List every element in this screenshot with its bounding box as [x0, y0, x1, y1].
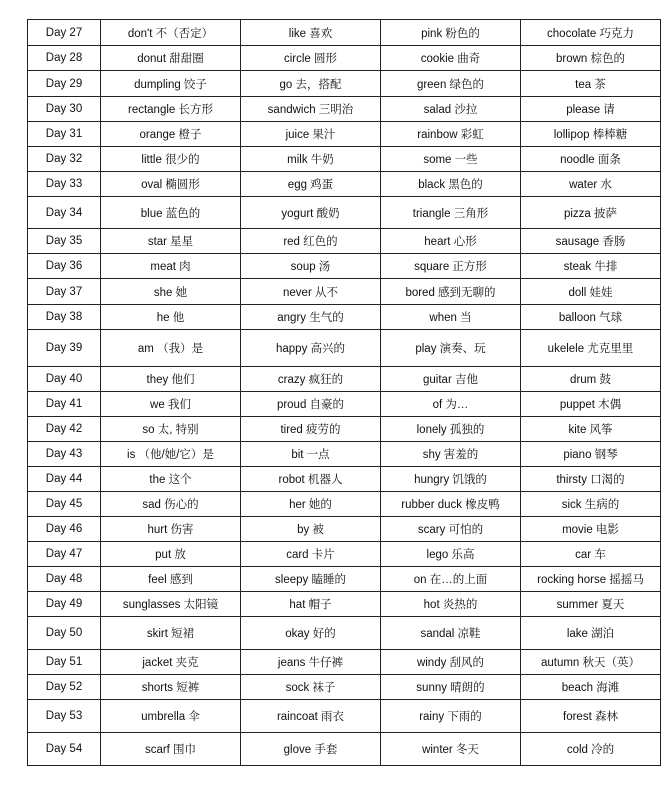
table-row — [28, 417, 661, 442]
day-cell: Day 32 — [28, 147, 101, 172]
table-row — [28, 675, 661, 700]
day-cell: Day 51 — [28, 650, 101, 675]
word-cell: glove 手套 — [241, 733, 381, 766]
word-cell: summer 夏天 — [521, 592, 661, 617]
table-row — [28, 279, 661, 305]
word-cell: please 请 — [521, 97, 661, 122]
word-cell: some 一些 — [381, 147, 521, 172]
word-cell: green 绿色的 — [381, 71, 521, 97]
day-cell: Day 27 — [28, 20, 101, 46]
table-row — [28, 650, 661, 675]
word-cell: sandwich 三明治 — [241, 97, 381, 122]
word-cell: heart 心形 — [381, 229, 521, 254]
word-cell: proud 自豪的 — [241, 392, 381, 417]
word-cell: little 很少的 — [101, 147, 241, 172]
table-row — [28, 229, 661, 254]
word-cell: sunny 晴朗的 — [381, 675, 521, 700]
table-row — [28, 467, 661, 492]
word-cell: juice 果汁 — [241, 122, 381, 147]
word-cell: robot 机器人 — [241, 467, 381, 492]
word-cell: bored 感到无聊的 — [381, 279, 521, 305]
word-cell: donut 甜甜圈 — [101, 46, 241, 71]
day-cell: Day 50 — [28, 617, 101, 650]
word-cell: shy 害羞的 — [381, 442, 521, 467]
word-cell: steak 牛排 — [521, 254, 661, 279]
day-cell: Day 53 — [28, 700, 101, 733]
word-cell: bit 一点 — [241, 442, 381, 467]
table-row — [28, 147, 661, 172]
day-cell: Day 33 — [28, 172, 101, 197]
word-cell: ukelele 尤克里里 — [521, 330, 661, 367]
day-cell: Day 37 — [28, 279, 101, 305]
word-cell: raincoat 雨衣 — [241, 700, 381, 733]
table-row — [28, 330, 661, 367]
word-cell: when 当 — [381, 305, 521, 330]
word-cell: square 正方形 — [381, 254, 521, 279]
word-cell: egg 鸡蛋 — [241, 172, 381, 197]
word-cell: blue 蓝色的 — [101, 197, 241, 229]
word-cell: put 放 — [101, 542, 241, 567]
word-cell: umbrella 伞 — [101, 700, 241, 733]
word-cell: brown 棕色的 — [521, 46, 661, 71]
word-cell: jacket 夹克 — [101, 650, 241, 675]
table-row — [28, 97, 661, 122]
word-cell: okay 好的 — [241, 617, 381, 650]
word-cell: card 卡片 — [241, 542, 381, 567]
word-cell: angry 生气的 — [241, 305, 381, 330]
word-cell: salad 沙拉 — [381, 97, 521, 122]
word-cell: kite 风筝 — [521, 417, 661, 442]
table-row — [28, 305, 661, 330]
word-cell: chocolate 巧克力 — [521, 20, 661, 46]
word-cell: star 星星 — [101, 229, 241, 254]
word-cell: scarf 围巾 — [101, 733, 241, 766]
word-cell: am （我）是 — [101, 330, 241, 367]
word-cell: by 被 — [241, 517, 381, 542]
word-cell: soup 汤 — [241, 254, 381, 279]
table-row — [28, 367, 661, 392]
word-cell: drum 鼓 — [521, 367, 661, 392]
word-cell: lake 湖泊 — [521, 617, 661, 650]
table-row — [28, 71, 661, 97]
day-cell: Day 54 — [28, 733, 101, 766]
vocabulary-table — [27, 19, 661, 766]
word-cell: rectangle 长方形 — [101, 97, 241, 122]
word-cell: sock 袜子 — [241, 675, 381, 700]
word-cell: oval 椭圆形 — [101, 172, 241, 197]
word-cell: lonely 孤独的 — [381, 417, 521, 442]
word-cell: red 红色的 — [241, 229, 381, 254]
day-cell: Day 44 — [28, 467, 101, 492]
word-cell: hungry 饥饿的 — [381, 467, 521, 492]
day-cell: Day 52 — [28, 675, 101, 700]
word-cell: balloon 气球 — [521, 305, 661, 330]
word-cell: crazy 疯狂的 — [241, 367, 381, 392]
day-cell: Day 30 — [28, 97, 101, 122]
table-row — [28, 392, 661, 417]
word-cell: she 她 — [101, 279, 241, 305]
word-cell: rocking horse 摇摇马 — [521, 567, 661, 592]
table-row — [28, 542, 661, 567]
word-cell: milk 牛奶 — [241, 147, 381, 172]
word-cell: he 他 — [101, 305, 241, 330]
word-cell: rainy 下雨的 — [381, 700, 521, 733]
word-cell: triangle 三角形 — [381, 197, 521, 229]
word-cell: is （他/她/它）是 — [101, 442, 241, 467]
word-cell: rainbow 彩虹 — [381, 122, 521, 147]
vocabulary-table-body — [28, 20, 661, 766]
table-row — [28, 700, 661, 733]
word-cell: thirsty 口渴的 — [521, 467, 661, 492]
table-row — [28, 567, 661, 592]
word-cell: doll 娃娃 — [521, 279, 661, 305]
word-cell: hat 帽子 — [241, 592, 381, 617]
word-cell: pink 粉色的 — [381, 20, 521, 46]
word-cell: her 她的 — [241, 492, 381, 517]
word-cell: guitar 吉他 — [381, 367, 521, 392]
table-row — [28, 254, 661, 279]
word-cell: we 我们 — [101, 392, 241, 417]
word-cell: tea 茶 — [521, 71, 661, 97]
word-cell: sunglasses 太阳镜 — [101, 592, 241, 617]
word-cell: happy 高兴的 — [241, 330, 381, 367]
word-cell: don't 不（否定） — [101, 20, 241, 46]
word-cell: windy 刮风的 — [381, 650, 521, 675]
day-cell: Day 29 — [28, 71, 101, 97]
word-cell: skirt 短裙 — [101, 617, 241, 650]
table-row — [28, 492, 661, 517]
word-cell: sandal 凉鞋 — [381, 617, 521, 650]
table-row — [28, 46, 661, 71]
word-cell: autumn 秋天（英） — [521, 650, 661, 675]
word-cell: of 为… — [381, 392, 521, 417]
word-cell: go 去，搭配 — [241, 71, 381, 97]
table-row — [28, 122, 661, 147]
table-row — [28, 197, 661, 229]
day-cell: Day 46 — [28, 517, 101, 542]
word-cell: forest 森林 — [521, 700, 661, 733]
word-cell: water 水 — [521, 172, 661, 197]
word-cell: circle 圆形 — [241, 46, 381, 71]
word-cell: the 这个 — [101, 467, 241, 492]
table-row — [28, 442, 661, 467]
word-cell: yogurt 酸奶 — [241, 197, 381, 229]
day-cell: Day 34 — [28, 197, 101, 229]
word-cell: hurt 伤害 — [101, 517, 241, 542]
day-cell: Day 42 — [28, 417, 101, 442]
word-cell: beach 海滩 — [521, 675, 661, 700]
word-cell: noodle 面条 — [521, 147, 661, 172]
table-row — [28, 592, 661, 617]
day-cell: Day 41 — [28, 392, 101, 417]
word-cell: hot 炎热的 — [381, 592, 521, 617]
word-cell: pizza 披萨 — [521, 197, 661, 229]
word-cell: cold 冷的 — [521, 733, 661, 766]
word-cell: like 喜欢 — [241, 20, 381, 46]
day-cell: Day 47 — [28, 542, 101, 567]
word-cell: lollipop 棒棒糖 — [521, 122, 661, 147]
day-cell: Day 28 — [28, 46, 101, 71]
day-cell: Day 35 — [28, 229, 101, 254]
word-cell: sad 伤心的 — [101, 492, 241, 517]
word-cell: lego 乐高 — [381, 542, 521, 567]
word-cell: so 太, 特别 — [101, 417, 241, 442]
day-cell: Day 31 — [28, 122, 101, 147]
word-cell: rubber duck 橡皮鸭 — [381, 492, 521, 517]
word-cell: scary 可怕的 — [381, 517, 521, 542]
table-row — [28, 172, 661, 197]
word-cell: they 他们 — [101, 367, 241, 392]
day-cell: Day 43 — [28, 442, 101, 467]
table-row — [28, 20, 661, 46]
table-row — [28, 617, 661, 650]
word-cell: tired 疲劳的 — [241, 417, 381, 442]
table-row — [28, 733, 661, 766]
word-cell: piano 钢琴 — [521, 442, 661, 467]
word-cell: cookie 曲奇 — [381, 46, 521, 71]
word-cell: play 演奏、玩 — [381, 330, 521, 367]
word-cell: winter 冬天 — [381, 733, 521, 766]
word-cell: movie 电影 — [521, 517, 661, 542]
word-cell: shorts 短裤 — [101, 675, 241, 700]
day-cell: Day 36 — [28, 254, 101, 279]
day-cell: Day 38 — [28, 305, 101, 330]
word-cell: puppet 木偶 — [521, 392, 661, 417]
word-cell: sausage 香肠 — [521, 229, 661, 254]
word-cell: black 黑色的 — [381, 172, 521, 197]
word-cell: sick 生病的 — [521, 492, 661, 517]
word-cell: orange 橙子 — [101, 122, 241, 147]
word-cell: sleepy 瞌睡的 — [241, 567, 381, 592]
word-cell: never 从不 — [241, 279, 381, 305]
word-cell: feel 感到 — [101, 567, 241, 592]
day-cell: Day 40 — [28, 367, 101, 392]
word-cell: meat 肉 — [101, 254, 241, 279]
word-cell: jeans 牛仔裤 — [241, 650, 381, 675]
day-cell: Day 39 — [28, 330, 101, 367]
day-cell: Day 45 — [28, 492, 101, 517]
day-cell: Day 48 — [28, 567, 101, 592]
day-cell: Day 49 — [28, 592, 101, 617]
word-cell: car 车 — [521, 542, 661, 567]
word-cell: on 在…的上面 — [381, 567, 521, 592]
word-cell: dumpling 饺子 — [101, 71, 241, 97]
table-row — [28, 517, 661, 542]
